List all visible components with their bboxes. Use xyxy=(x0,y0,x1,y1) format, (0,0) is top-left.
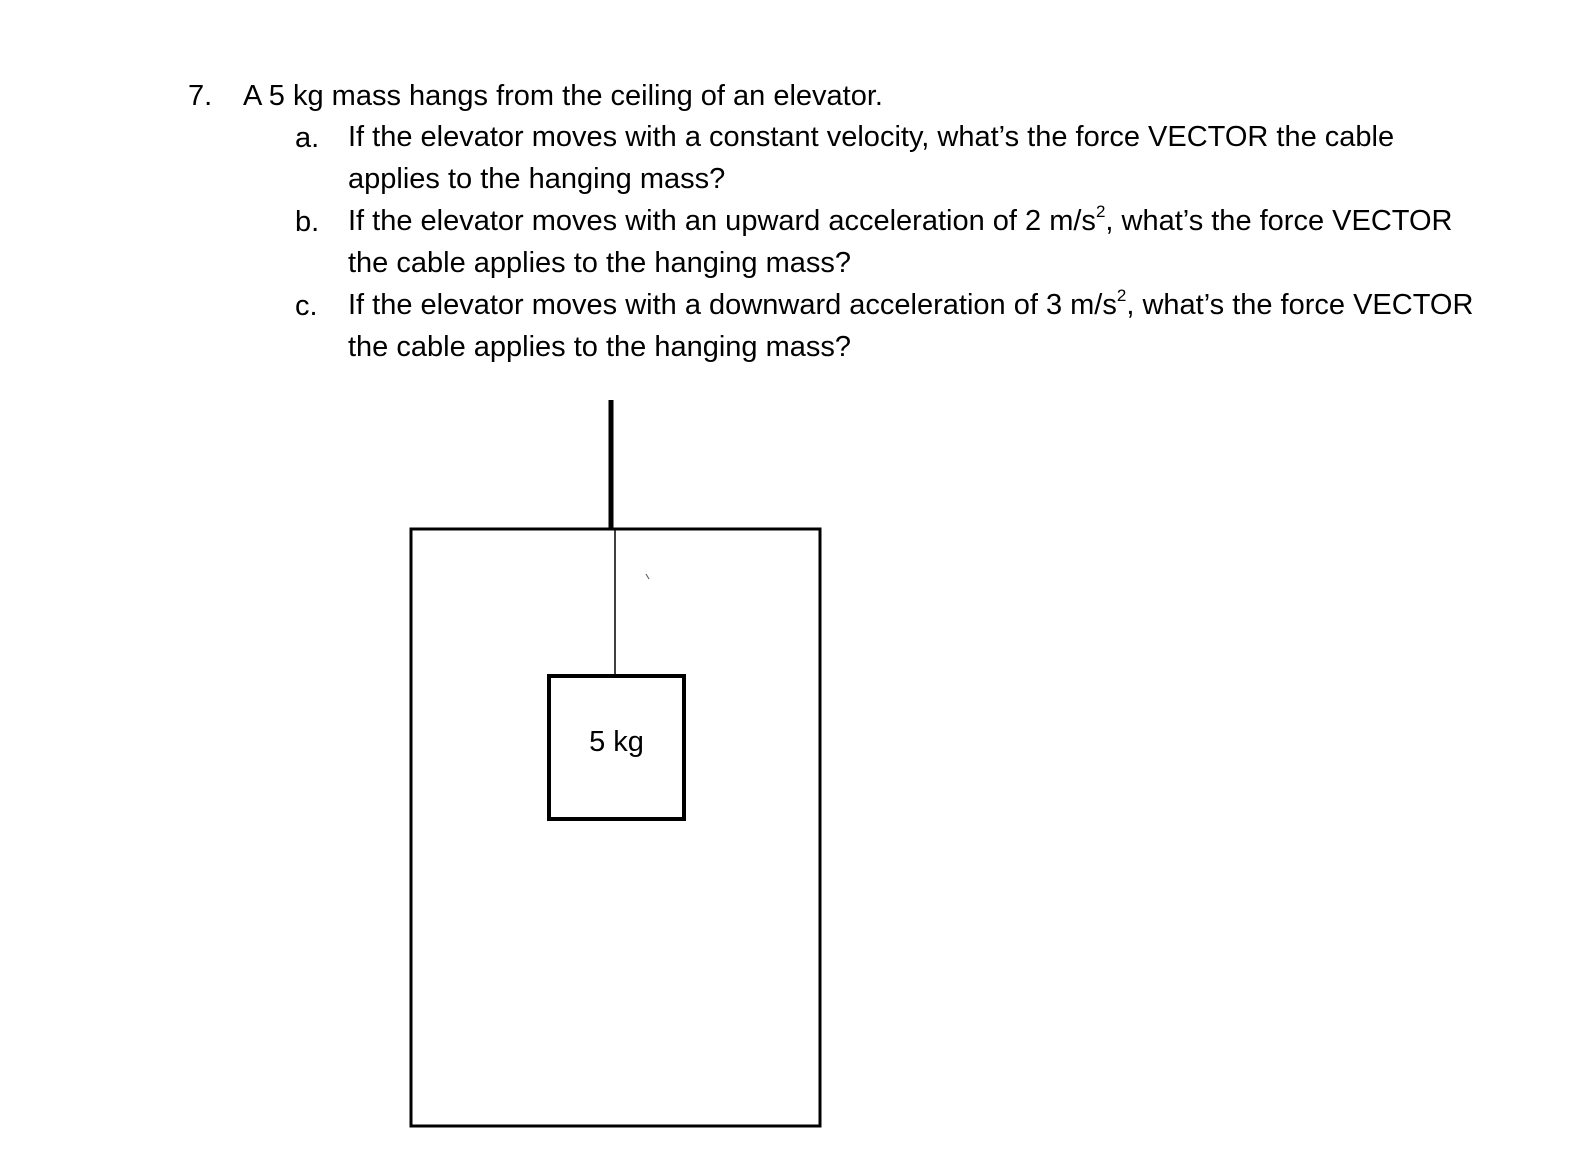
part-b-exponent: 2 xyxy=(1095,202,1106,222)
part-b-line-1: If the elevator moves with an upward acceleration of 2 $m/s^2$, what’s the force VECTOR xyxy=(348,202,1453,237)
stray-mark xyxy=(646,574,649,579)
part-c-exponent: 2 xyxy=(1116,286,1127,306)
part-c-line-1: If the elevator moves with a downward acceleration of 3 $m/s^2$, what’s the force VECTOR xyxy=(348,286,1474,321)
mass-label: 5 kg xyxy=(589,726,644,758)
question-stem: A 5 kg mass hangs from the ceiling of an elevator. xyxy=(243,80,883,112)
part-a-line-2: applies to the hanging mass? xyxy=(348,163,726,195)
question-number: 7. xyxy=(188,80,213,112)
part-a-marker: a. xyxy=(295,122,320,154)
part-a-line-1: If the elevator moves with a constant velocity, what’s the force VECTOR the cable xyxy=(348,121,1395,153)
part-c-marker: c. xyxy=(295,290,318,322)
part-c-line-2: the cable applies to the hanging mass? xyxy=(348,331,852,363)
part-b-marker: b. xyxy=(295,206,320,238)
part-b-line-2: the cable applies to the hanging mass? xyxy=(348,247,852,279)
